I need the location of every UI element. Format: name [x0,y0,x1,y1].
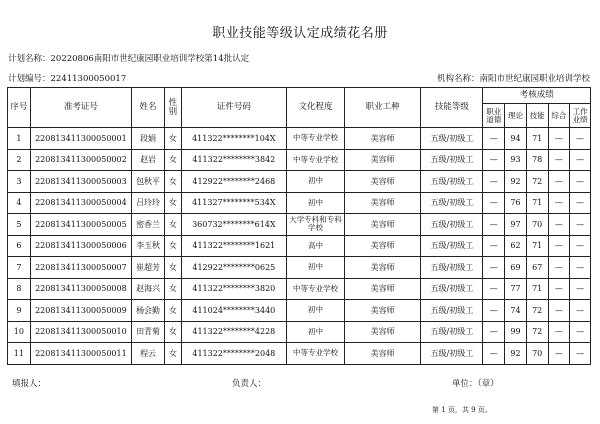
cell-id-no: 411322********4228 [181,321,286,343]
cell-gender: 女 [165,214,182,236]
cell-level: 五级/初级工 [421,235,483,257]
cell-id-no: 411024********3440 [181,300,286,322]
header-id-no: 证件号码 [181,88,286,128]
cell-education: 中等专业学校 [287,278,345,300]
cell-ethics: — [483,235,505,257]
cell-comprehensive: — [548,149,570,171]
table-row [8,321,591,343]
header-gender: 性别 [165,88,182,128]
header-skill: 技能 [526,104,548,128]
page-title: 职业技能等级认定成绩花名册 [212,26,388,41]
organization-value: 南阳市世纪康园职业培训学校 [479,74,590,84]
cell-comprehensive: — [548,214,570,236]
plan-number-label: 计划编号： [8,74,51,84]
cell-level: 五级/初级工 [421,321,483,343]
header-occupation: 职业工种 [344,88,420,128]
organization-label: 机构名称： [436,74,480,84]
cell-occupation: 美容师 [344,192,420,214]
cell-level: 五级/初级工 [421,257,483,279]
cell-exam-no: 220813411300050011 [30,343,131,365]
cell-education: 中等专业学校 [287,128,345,150]
cell-theory: 74 [505,300,527,322]
cell-name: 密香兰 [132,214,165,236]
cell-exam-no: 220813411300050009 [30,300,131,322]
table-row [8,257,591,279]
cell-education: 初中 [287,171,345,193]
cell-comprehensive: — [548,257,570,279]
cell-work: — [570,321,591,343]
cell-skill: 71 [526,235,548,257]
cell-seq: 9 [8,300,31,322]
organization-line [437,72,590,84]
cell-seq: 2 [8,149,31,171]
header-seq: 序号 [8,88,31,128]
plan-name-label: 计划名称： [8,54,51,64]
cell-occupation: 美容师 [344,235,420,257]
cell-gender: 女 [165,149,182,171]
cell-id-no: 412922********0625 [181,257,286,279]
cell-theory: 93 [505,149,527,171]
header-work: 工作业绩 [570,104,591,128]
cell-work: — [570,171,591,193]
score-roster-table [7,87,591,365]
cell-skill: 70 [526,214,548,236]
responsible-label: 负责人： [232,379,267,389]
cell-id-no: 360732********614X [181,214,286,236]
cell-id-no: 411322********3820 [181,278,286,300]
cell-gender: 女 [165,171,182,193]
cell-ethics: — [483,278,505,300]
cell-occupation: 美容师 [344,171,420,193]
cell-ethics: — [483,214,505,236]
cell-skill: 72 [526,300,548,322]
plan-number-line [8,72,126,84]
cell-name: 赵海兴 [132,278,165,300]
cell-id-no: 412922********2468 [181,171,286,193]
cell-theory: 97 [505,214,527,236]
cell-education: 初中 [287,257,345,279]
cell-id-no: 411322********1621 [181,235,286,257]
cell-skill: 72 [526,171,548,193]
cell-ethics: — [483,149,505,171]
table-row [8,214,591,236]
cell-theory: 77 [505,278,527,300]
cell-work: — [570,300,591,322]
plan-name-line [8,52,249,64]
unit-label: 单位：（章） [452,379,499,389]
table-row [8,128,591,150]
table-row [8,171,591,193]
cell-exam-no: 220813411300050008 [30,278,131,300]
cell-level: 五级/初级工 [421,171,483,193]
cell-occupation: 美容师 [344,257,420,279]
cell-work: — [570,257,591,279]
header-comprehensive: 综合 [548,104,570,128]
cell-education: 初中 [287,300,345,322]
cell-gender: 女 [165,128,182,150]
cell-ethics: — [483,171,505,193]
cell-seq: 11 [8,343,31,365]
cell-work: — [570,192,591,214]
cell-theory: 92 [505,171,527,193]
cell-work: — [570,235,591,257]
cell-occupation: 美容师 [344,278,420,300]
cell-education: 初中 [287,192,345,214]
plan-name-value: 20220806南阳市世纪康园职业培训学校第14批认定 [50,54,250,64]
cell-name: 程云 [132,343,165,365]
header-ethics: 职业道德 [483,104,505,128]
cell-gender: 女 [165,192,182,214]
cell-skill: 71 [526,128,548,150]
cell-work: — [570,149,591,171]
cell-exam-no: 220813411300050002 [30,149,131,171]
table-row [8,149,591,171]
cell-gender: 女 [165,343,182,365]
cell-skill: 67 [526,257,548,279]
cell-level: 五级/初级工 [421,128,483,150]
cell-ethics: — [483,257,505,279]
cell-exam-no: 220813411300050004 [30,192,131,214]
cell-name: 李玉秋 [132,235,165,257]
cell-level: 五级/初级工 [421,214,483,236]
cell-seq: 6 [8,235,31,257]
cell-exam-no: 220813411300050006 [30,235,131,257]
cell-name: 赵岩 [132,149,165,171]
cell-comprehensive: — [548,171,570,193]
table-row [8,343,591,365]
cell-gender: 女 [165,257,182,279]
table-row [8,300,591,322]
cell-comprehensive: — [548,128,570,150]
cell-id-no: 411322********2048 [181,343,286,365]
cell-seq: 4 [8,192,31,214]
cell-ethics: — [483,128,505,150]
cell-occupation: 美容师 [344,321,420,343]
cell-work: — [570,214,591,236]
cell-skill: 71 [526,278,548,300]
cell-theory: 62 [505,235,527,257]
cell-exam-no: 220813411300050003 [30,171,131,193]
header-exam-no: 准考证号 [30,88,131,128]
filler-label: 填报人： [12,379,47,389]
cell-name: 田青菊 [132,321,165,343]
cell-ethics: — [483,300,505,322]
cell-name: 杨会勤 [132,300,165,322]
cell-theory: 76 [505,192,527,214]
cell-work: — [570,128,591,150]
cell-occupation: 美容师 [344,214,420,236]
cell-name: 吕玲玲 [132,192,165,214]
cell-id-no: 411322********3842 [181,149,286,171]
table-row [8,278,591,300]
cell-comprehensive: — [548,235,570,257]
page-indicator: 第 1 页，共 9 页。 [432,406,492,414]
cell-skill: 72 [526,321,548,343]
cell-comprehensive: — [548,300,570,322]
table-row [8,192,591,214]
cell-seq: 10 [8,321,31,343]
cell-occupation: 美容师 [344,128,420,150]
cell-name: 段娟 [132,128,165,150]
cell-comprehensive: — [548,343,570,365]
cell-seq: 7 [8,257,31,279]
cell-exam-no: 220813411300050010 [30,321,131,343]
cell-level: 五级/初级工 [421,278,483,300]
header-level: 技能等级 [421,88,483,128]
cell-level: 五级/初级工 [421,192,483,214]
header-scores: 考核成绩 [483,88,591,104]
cell-work: — [570,278,591,300]
cell-exam-no: 220813411300050001 [30,128,131,150]
cell-seq: 5 [8,214,31,236]
cell-skill: 78 [526,149,548,171]
cell-comprehensive: — [548,278,570,300]
cell-comprehensive: — [548,321,570,343]
cell-education: 中等专业学校 [287,343,345,365]
cell-level: 五级/初级工 [421,343,483,365]
cell-name: 崔超芳 [132,257,165,279]
cell-level: 五级/初级工 [421,300,483,322]
cell-ethics: — [483,192,505,214]
cell-theory: 99 [505,321,527,343]
cell-gender: 女 [165,321,182,343]
cell-education: 大学专科和专科学校 [287,214,345,236]
cell-gender: 女 [165,235,182,257]
cell-occupation: 美容师 [344,149,420,171]
cell-seq: 1 [8,128,31,150]
cell-level: 五级/初级工 [421,149,483,171]
cell-exam-no: 220813411300050007 [30,257,131,279]
cell-gender: 女 [165,278,182,300]
cell-ethics: — [483,321,505,343]
cell-id-no: 411322********104X [181,128,286,150]
cell-skill: 71 [526,192,548,214]
header-theory: 理论 [505,104,527,128]
cell-seq: 8 [8,278,31,300]
header-name: 姓名 [132,88,165,128]
cell-work: — [570,343,591,365]
cell-exam-no: 220813411300050005 [30,214,131,236]
cell-skill: 70 [526,343,548,365]
cell-gender: 女 [165,300,182,322]
cell-id-no: 411327********534X [181,192,286,214]
cell-ethics: — [483,343,505,365]
cell-education: 高中 [287,235,345,257]
cell-education: 初中 [287,321,345,343]
cell-occupation: 美容师 [344,300,420,322]
cell-theory: 92 [505,343,527,365]
cell-education: 中等专业学校 [287,149,345,171]
cell-seq: 3 [8,171,31,193]
table-row [8,235,591,257]
cell-occupation: 美容师 [344,343,420,365]
cell-name: 包秋平 [132,171,165,193]
cell-comprehensive: — [548,192,570,214]
cell-theory: 69 [505,257,527,279]
header-education: 文化程度 [287,88,345,128]
cell-theory: 94 [505,128,527,150]
plan-number-value: 22411300050017 [50,74,127,84]
